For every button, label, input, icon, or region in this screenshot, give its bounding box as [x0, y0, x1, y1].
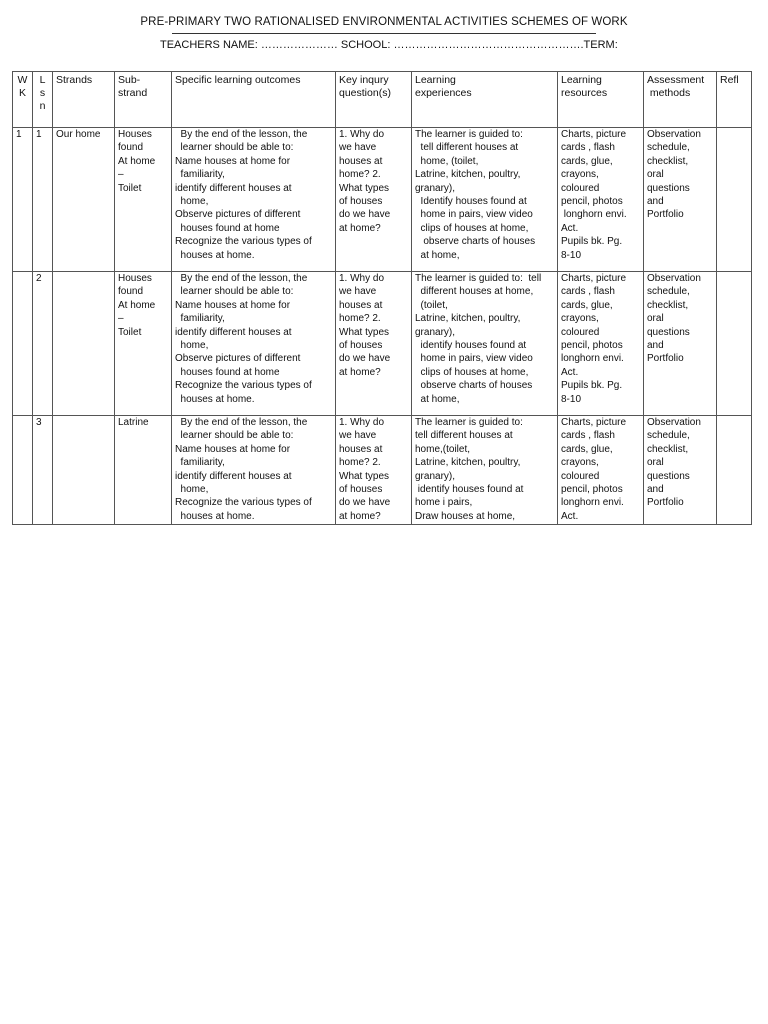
cell-learning-resources [558, 416, 644, 525]
cell-line: Portfolio [647, 353, 684, 365]
cell-lesson: 1 [33, 128, 53, 272]
cell-line: questions [647, 470, 690, 482]
cell-line: Identify houses found at [415, 196, 527, 208]
cell-learning-outcomes [172, 416, 336, 525]
cell-line: houses found at home [175, 222, 280, 234]
cell-learning-resources [558, 272, 644, 416]
cell-line: strand [118, 87, 148, 99]
cell-line: 8-10 [561, 249, 582, 261]
cell-line: Charts, picture [561, 417, 627, 428]
cell-line: houses found at home [175, 366, 280, 378]
cell-reflection [717, 128, 752, 272]
cell-line: 1. Why do [339, 273, 385, 284]
header-strands [53, 72, 115, 128]
cell-line: questions [647, 326, 690, 338]
cell-line: schedule, [647, 142, 690, 154]
cell-line: crayons, [561, 313, 599, 325]
cell-line: identify different houses at [175, 326, 292, 338]
cell-week: 1 [13, 128, 33, 272]
cell-key-inquiry-questions [336, 272, 412, 416]
cell-week [13, 416, 33, 525]
cell-line: identify houses found at [415, 484, 524, 496]
cell-line: Name houses at home for [175, 443, 291, 455]
cell-assessment-methods [644, 128, 717, 272]
cell-line: do we have [339, 497, 391, 509]
cell-line: (toilet, [415, 299, 448, 311]
cell-line: learner should be able to: [175, 142, 294, 154]
cell-line: home? 2. [339, 169, 381, 181]
cell-line: 8-10 [561, 393, 582, 405]
cell-line: we have [339, 142, 377, 154]
cell-line: houses at home. [175, 510, 255, 522]
cell-line: 1. Why do [339, 417, 385, 428]
header-learning-outcomes [172, 72, 336, 128]
cell-line: found [118, 142, 144, 154]
cell-line: home, [175, 484, 209, 496]
cell-line: granary), [415, 326, 456, 338]
cell-line: Pupils bk. Pg. [561, 380, 623, 392]
cell-line: Pupils bk. Pg. [561, 236, 623, 248]
cell-line: home,(toilet, [415, 443, 471, 455]
cell-line: At home [118, 299, 156, 311]
cell-line: What types [339, 182, 390, 194]
cell-line: The learner is guided to: tell [415, 273, 542, 284]
cell-line: cards , flash [561, 142, 615, 154]
cell-learning-experiences [412, 128, 558, 272]
cell-line: Observe pictures of different [175, 353, 301, 365]
cell-line: granary), [415, 470, 456, 482]
cell-lesson: 3 [33, 416, 53, 525]
cell-strand [53, 272, 115, 416]
cell-line: What types [339, 326, 390, 338]
cell-line: home, (toilet, [415, 155, 479, 167]
cell-line: home in pairs, view video [415, 209, 533, 221]
cell-line: identify houses found at [415, 340, 527, 352]
cell-line: houses at [339, 443, 383, 455]
cell-line: pencil, photos [561, 196, 623, 208]
cell-sub-strand [115, 416, 172, 525]
cell-line: familiarity, [175, 457, 225, 469]
cell-strand: Our home [53, 128, 115, 272]
cell-line: observe charts of houses [415, 236, 536, 248]
header-key-inquiry-questions [336, 72, 412, 128]
header-reflection [717, 72, 752, 128]
cell-line: we have [339, 430, 377, 442]
cell-line: home? 2. [339, 457, 381, 469]
cell-line: By the end of the lesson, the [175, 129, 308, 140]
cell-line: Portfolio [647, 209, 684, 221]
cell-line: methods [647, 87, 691, 99]
cell-line: Key inqury [339, 74, 389, 86]
teacher-school-term-line: TEACHERS NAME: ………………… SCHOOL: …………………………………………….TERM: [160, 39, 618, 51]
cell-line: Act. [561, 510, 579, 522]
cell-line: home? 2. [339, 313, 381, 325]
cell-line: cards , flash [561, 286, 615, 298]
cell-line: Assessment [647, 74, 705, 86]
cell-line: home i pairs, [415, 497, 473, 509]
cell-line: learner should be able to: [175, 430, 294, 442]
cell-line: – [118, 313, 124, 325]
cell-line: n [39, 100, 46, 112]
cell-line: pencil, photos [561, 484, 623, 496]
cell-line: experiences [415, 87, 472, 99]
cell-line: longhorn envi. [561, 353, 624, 365]
cell-line: longhorn envi. [561, 497, 624, 509]
cell-learning-experiences [412, 272, 558, 416]
cell-line: Latrine, kitchen, poultry, [415, 169, 521, 181]
cell-line: By the end of the lesson, the [175, 273, 308, 284]
header-sub-strand [115, 72, 172, 128]
title-underline [172, 33, 596, 34]
cell-reflection [717, 272, 752, 416]
cell-line: Recognize the various types of [175, 497, 312, 509]
cell-line: different houses at home, [415, 286, 534, 298]
cell-line: What types [339, 470, 390, 482]
cell-line: tell different houses at [415, 142, 519, 154]
cell-line: houses at home. [175, 249, 255, 261]
header-week [13, 72, 33, 128]
cell-line: Specific learning outcomes [175, 74, 301, 86]
cell-line: Houses [118, 129, 152, 140]
cell-line: of houses [339, 196, 383, 208]
cell-line: cards, glue, [561, 155, 613, 167]
cell-line: of houses [339, 484, 383, 496]
cell-line: Refl [720, 74, 739, 86]
cell-line: coloured [561, 326, 600, 338]
cell-line: Houses [118, 273, 152, 284]
cell-line: Name houses at home for [175, 299, 291, 311]
cell-line: tell different houses at [415, 430, 513, 442]
cell-line: granary), [415, 182, 456, 194]
cell-line: – [118, 169, 124, 181]
cell-line: at home? [339, 366, 381, 378]
cell-line: and [647, 484, 664, 496]
cell-line: Portfolio [647, 497, 684, 509]
cell-line: home, [175, 340, 209, 352]
cell-line: Observation [647, 417, 701, 428]
cell-sub-strand [115, 272, 172, 416]
cell-line: Latrine [118, 417, 149, 428]
cell-line: clips of houses at home, [415, 222, 529, 234]
cell-learning-outcomes [172, 272, 336, 416]
cell-line: and [647, 340, 664, 352]
cell-assessment-methods [644, 416, 717, 525]
cell-line: cards, glue, [561, 299, 613, 311]
cell-line: The learner is guided to: [415, 129, 523, 140]
cell-line: question(s) [339, 87, 391, 99]
cell-line: identify different houses at [175, 470, 292, 482]
cell-line: coloured [561, 470, 600, 482]
cell-learning-outcomes [172, 128, 336, 272]
cell-line: At home [118, 155, 156, 167]
cell-sub-strand [115, 128, 172, 272]
cell-line: cards , flash [561, 430, 615, 442]
cell-line: of houses [339, 340, 383, 352]
table-row [13, 272, 752, 416]
cell-key-inquiry-questions [336, 128, 412, 272]
cell-line: Toilet [118, 182, 142, 194]
cell-line: Sub- [118, 74, 141, 86]
cell-line: schedule, [647, 430, 690, 442]
cell-line: home, [175, 196, 209, 208]
cell-line: oral [647, 169, 664, 181]
cell-line: By the end of the lesson, the [175, 417, 308, 428]
cell-line: Strands [56, 74, 93, 86]
cell-strand [53, 416, 115, 525]
cell-line: checklist, [647, 443, 689, 455]
cell-line: crayons, [561, 457, 599, 469]
cell-line: Act. [561, 222, 579, 234]
header-learning-resources [558, 72, 644, 128]
cell-line: coloured [561, 182, 600, 194]
table-row [13, 416, 752, 525]
cell-line: Learning [415, 74, 456, 86]
cell-line: Charts, picture [561, 129, 627, 140]
page-title: PRE-PRIMARY TWO RATIONALISED ENVIRONMENTAL ACTIVITIES SCHEMES OF WORK [140, 16, 628, 28]
cell-line: do we have [339, 209, 391, 221]
cell-line: observe charts of houses [415, 380, 533, 392]
cell-line: L [39, 74, 46, 86]
cell-lesson: 2 [33, 272, 53, 416]
cell-line: identify different houses at [175, 182, 292, 194]
cell-line: Draw houses at home, [415, 510, 516, 522]
header-learning-experiences [412, 72, 558, 128]
scheme-of-work-table [12, 71, 752, 525]
cell-line: at home, [415, 249, 460, 261]
cell-line: Act. [561, 366, 579, 378]
cell-line: schedule, [647, 286, 690, 298]
cell-line: houses at home. [175, 393, 255, 405]
cell-line: and [647, 196, 664, 208]
cell-line: Toilet [118, 326, 142, 338]
cell-learning-resources [558, 128, 644, 272]
cell-line: W [17, 74, 28, 86]
cell-line: longhorn envi. [561, 209, 627, 221]
cell-line: resources [561, 87, 608, 99]
cell-line: checklist, [647, 155, 689, 167]
cell-line: crayons, [561, 169, 599, 181]
cell-line: pencil, photos [561, 340, 623, 352]
cell-line: oral [647, 457, 664, 469]
cell-line: home in pairs, view video [415, 353, 533, 365]
cell-line: houses at [339, 299, 383, 311]
cell-line: we have [339, 286, 377, 298]
cell-line: learner should be able to: [175, 286, 294, 298]
cell-line: Learning [561, 74, 602, 86]
cell-reflection [717, 416, 752, 525]
cell-line: familiarity, [175, 169, 225, 181]
cell-line: at home, [415, 393, 460, 405]
cell-line: Observation [647, 129, 701, 140]
cell-line: found [118, 286, 144, 298]
cell-line: Latrine, kitchen, poultry, [415, 313, 521, 325]
cell-line: cards, glue, [561, 443, 613, 455]
table-row [13, 128, 752, 272]
cell-line: K [18, 87, 26, 99]
cell-line: Charts, picture [561, 273, 627, 284]
header-lesson [33, 72, 53, 128]
cell-line: Latrine, kitchen, poultry, [415, 457, 521, 469]
header-assessment-methods [644, 72, 717, 128]
cell-line: do we have [339, 353, 391, 365]
cell-assessment-methods [644, 272, 717, 416]
cell-line: at home? [339, 222, 381, 234]
cell-line: houses at [339, 155, 383, 167]
cell-line: s [39, 87, 46, 99]
cell-key-inquiry-questions [336, 416, 412, 525]
cell-line: The learner is guided to: [415, 417, 523, 428]
cell-week [13, 272, 33, 416]
table-header-row [13, 72, 752, 128]
cell-line: oral [647, 313, 664, 325]
cell-line: Observe pictures of different [175, 209, 301, 221]
cell-line: questions [647, 182, 690, 194]
cell-line: Recognize the various types of [175, 236, 312, 248]
cell-line: checklist, [647, 299, 689, 311]
cell-line: at home? [339, 510, 381, 522]
cell-line: Recognize the various types of [175, 380, 312, 392]
cell-line: 1. Why do [339, 129, 385, 140]
cell-line: Observation [647, 273, 701, 284]
cell-line: Name houses at home for [175, 155, 291, 167]
cell-learning-experiences [412, 416, 558, 525]
cell-line: familiarity, [175, 313, 225, 325]
cell-line: clips of houses at home, [415, 366, 529, 378]
